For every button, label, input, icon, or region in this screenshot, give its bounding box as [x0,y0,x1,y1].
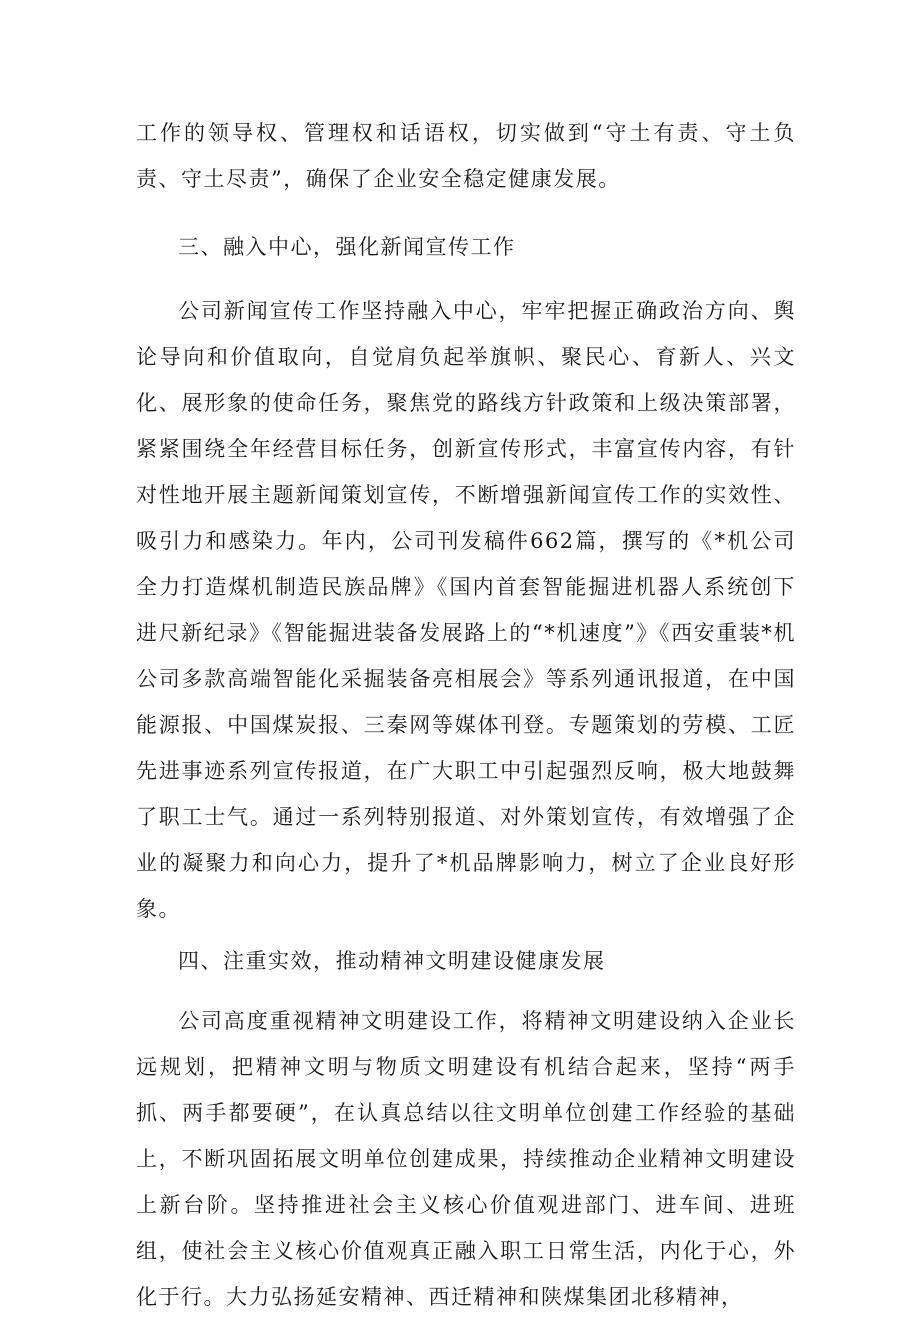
document-body [136,110,796,1320]
paragraph-spiritual-civilization: 公司高度重视精神文明建设工作，将精神文明建设纳入企业长远规划，把精神文明与物质文明建设有机结合起来，坚持“两手抓、两手都要硬”，在认真总结以往文明单位创建工作经验的基础上，不断巩固拓展文明单位创建成果，持续推动企业精神文明建设上新台阶。坚持推进社会主义核心价值观进部门、进车间、进班组，使社会主义核心价值观真正融入职工日常生活，内化于心，外化于行。大力弘扬延安精神、西迁精神和陕煤集团北移精神， [136,1009,796,1309]
section-heading-3: 三、融入中心，强化新闻宣传工作 [178,235,516,259]
section-heading-4: 四、注重实效，推动精神文明建设健康发展 [178,949,606,973]
paragraph-continuation: 工作的领导权、管理权和话语权，切实做到“守土有责、守土负责、守土尽责”，确保了企业安全稳定健康发展。 [136,121,796,191]
paragraph-news-publicity: 公司新闻宣传工作坚持融入中心，牢牢把握正确政治方向、舆论导向和价值取向，自觉肩负起举旗帜、聚民心、育新人、兴文化、展形象的使命任务，聚焦党的路线方针政策和上级决策部署，紧紧围绕全年经营目标任务，创新宣传形式，丰富宣传内容，有针对性地开展主题新闻策划宣传，不断增强新闻宣传工作的实效性、吸引力和感染力。年内，公司刊发稿件662篇，撰写的《*机公司全力打造煤机制造民族品牌》《国内首套智能掘进机器人系统创下进尺新纪录》《智能掘进装备发展路上的“*机速度”》《西安重装*机公司多款高端智能化采掘装备亮相展会》等系列通讯报道，在中国能源报、中国煤炭报、三秦网等媒体刊登。专题策划的劳模、工匠先进事迹系列宣传报道，在广大职工中引起强烈反响，极大地鼓舞了职工士气。通过一系列特别报道、对外策划宣传，有效增强了企业的凝聚力和向心力，提升了*机品牌影响力，树立了企业良好形象。 [136,299,796,921]
